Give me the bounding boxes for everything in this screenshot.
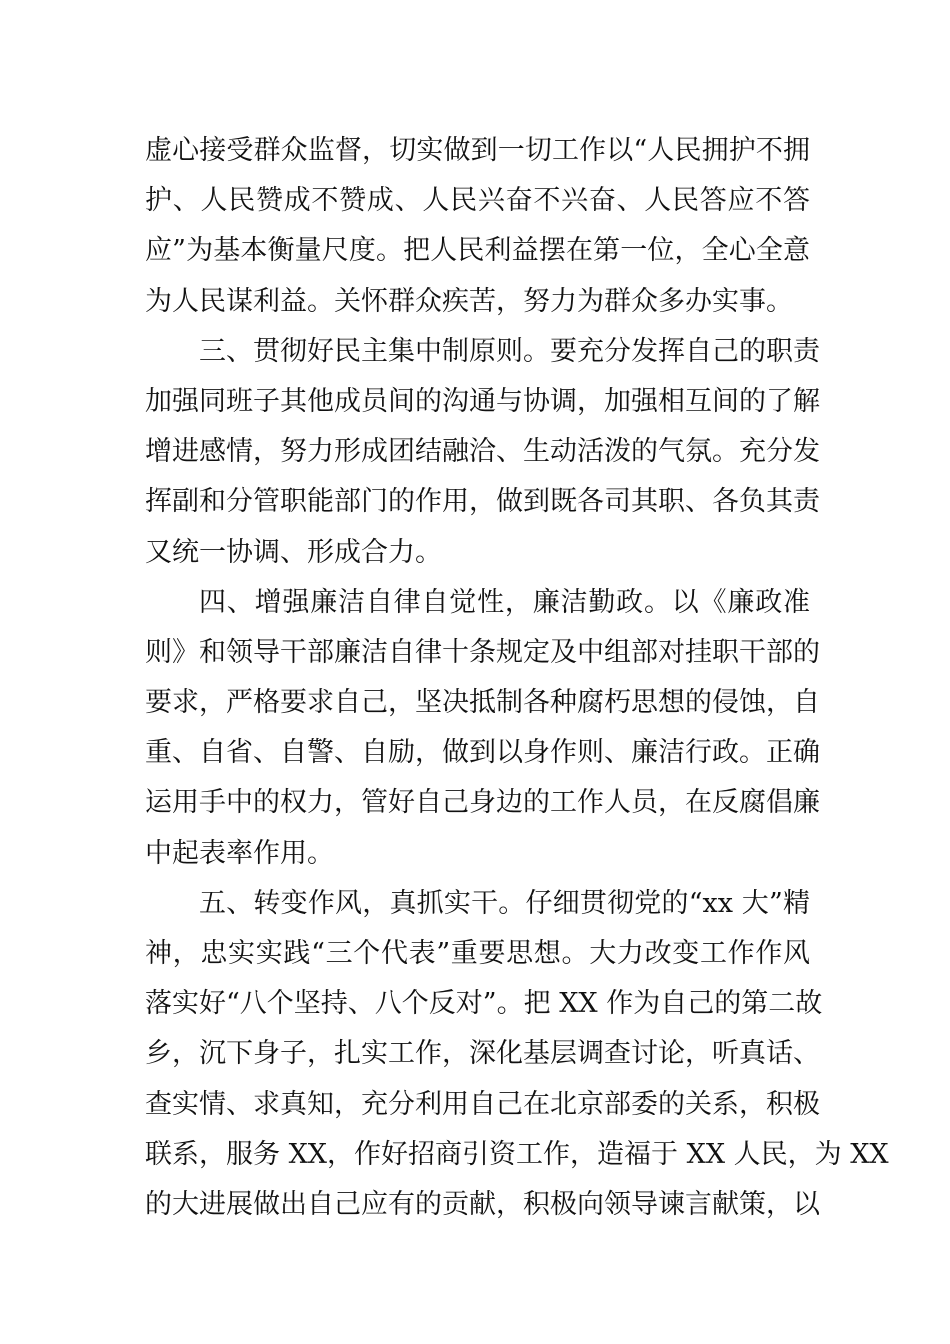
text-line: 乡，沉下身子，扎实工作，深化基层调查讨论，听真话、: [145, 1038, 820, 1070]
text-line: 又统一协调、形成合力。: [145, 536, 442, 568]
text-line: 护、人民赞成不赞成、人民兴奋不兴奋、人民答应不答: [145, 185, 810, 217]
text-line: 应”为基本衡量尺度。把人民利益摆在第一位，全心全意: [145, 235, 810, 267]
paragraph-1: [145, 126, 810, 327]
text-line: 中起表率作用。: [145, 837, 334, 869]
text-line: 则》和领导干部廉洁自律十条规定及中组部对挂职干部的: [145, 636, 820, 668]
paragraph-4: [145, 879, 889, 1230]
body-text: [145, 126, 889, 1230]
text-line: 增进感情，努力形成团结融洽、生动活泼的气氛。充分发: [145, 436, 820, 468]
paragraph-2: [145, 327, 820, 578]
text-line: 为人民谋利益。关怀群众疾苦，努力为群众多办实事。: [145, 285, 793, 317]
text-line: 的大进展做出自己应有的贡献，积极向领导谏言献策，以: [145, 1188, 820, 1220]
text-line: 联系，服务 XX，作好招商引资工作，造福于 XX 人民，为 XX: [145, 1138, 889, 1170]
text-line: 虚心接受群众监督，切实做到一切工作以“人民拥护不拥: [145, 135, 810, 166]
text-line: 重、自省、自警、自励，做到以身作则、廉洁行政。正确: [145, 737, 820, 769]
text-line: 挥副和分管职能部门的作用，做到既各司其职、各负其责: [145, 486, 820, 518]
text-line: 五、转变作风，真抓实干。仔细贯彻党的“xx 大”精: [199, 887, 810, 919]
text-line: 加强同班子其他成员间的沟通与协调，加强相互间的了解: [145, 385, 820, 417]
text-line: 落实好“八个坚持、八个反对”。把 XX 作为自己的第二故: [145, 988, 823, 1020]
text-line: 查实情、求真知，充分利用自己在北京部委的关系，积极: [145, 1088, 820, 1120]
paragraph-3: [145, 578, 820, 879]
text-line: 要求，严格要求自己，坚决抵制各种腐朽思想的侵蚀，自: [145, 687, 820, 719]
text-line: 运用手中的权力，管好自己身边的工作人员，在反腐倡廉: [145, 787, 820, 819]
text-line: 神，忠实实践“三个代表”重要思想。大力改变工作作风: [145, 938, 810, 969]
text-line: 三、贯彻好民主集中制原则。要充分发挥自己的职责: [199, 335, 820, 367]
text-line: 四、增强廉洁自律自觉性，廉洁勤政。以《廉政准: [199, 586, 810, 618]
